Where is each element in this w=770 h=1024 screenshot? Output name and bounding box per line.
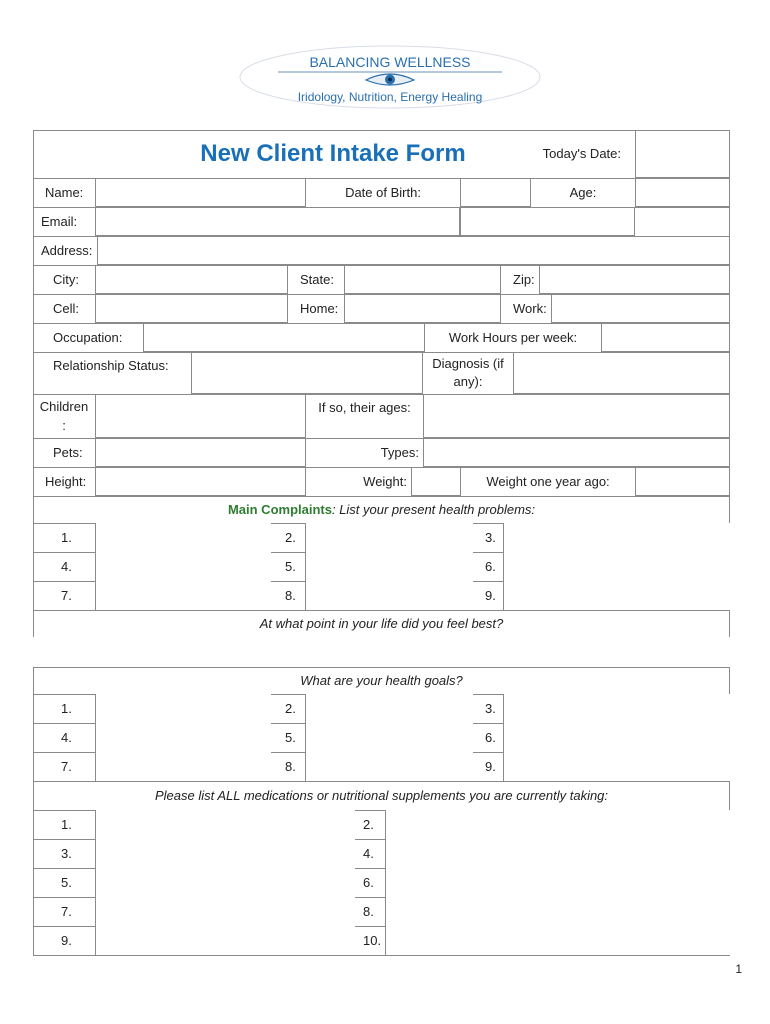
- complaint-field-2[interactable]: [305, 523, 473, 552]
- goal-field-1[interactable]: [95, 694, 271, 723]
- pet-types-field[interactable]: [423, 438, 730, 467]
- goal-number-7: 7.: [61, 759, 72, 774]
- medications-heading: Please list ALL medications or nutritional supplements you are currently taking:: [154, 788, 609, 803]
- medication-field-5[interactable]: [95, 868, 355, 897]
- email-extra-field[interactable]: [460, 207, 635, 236]
- complaint-field-8[interactable]: [305, 581, 473, 610]
- children-label-line1: Children: [39, 399, 89, 414]
- medication-number-3: 3.: [61, 846, 72, 861]
- complaint-field-7[interactable]: [95, 581, 271, 610]
- medication-number-8: 8.: [363, 904, 374, 919]
- height-label: Height:: [45, 474, 87, 489]
- pet-types-label: Types:: [380, 445, 419, 460]
- complaint-field-5[interactable]: [305, 552, 473, 581]
- goal-field-5[interactable]: [305, 723, 473, 752]
- medication-number-5: 5.: [61, 875, 72, 890]
- complaint-number-5: 5.: [285, 559, 296, 574]
- dob-field[interactable]: [460, 178, 531, 207]
- complaints-heading-rest: : List your present health problems:: [331, 502, 536, 517]
- email-label: Email:: [41, 214, 78, 229]
- address-label: Address:: [41, 243, 93, 258]
- diagnosis-label-line2: any):: [453, 374, 483, 389]
- goal-number-4: 4.: [61, 730, 72, 745]
- medication-number-4: 4.: [363, 846, 374, 861]
- medication-number-10: 10.: [363, 933, 382, 948]
- todays-date-field[interactable]: [635, 130, 730, 178]
- weight-field[interactable]: [411, 467, 461, 496]
- complaint-field-9[interactable]: [503, 581, 730, 610]
- diagnosis-label: [423, 352, 513, 394]
- logo-brand: BALANCING WELLNESS: [309, 54, 471, 70]
- home-label: Home:: [300, 301, 339, 316]
- eye-icon: [366, 74, 414, 85]
- age-label: Age:: [569, 185, 597, 200]
- occupation-field[interactable]: [143, 323, 425, 352]
- goal-number-6: 6.: [485, 730, 496, 745]
- medication-field-2[interactable]: [385, 810, 730, 839]
- goal-field-6[interactable]: [503, 723, 730, 752]
- age-field[interactable]: [635, 178, 730, 207]
- complaint-number-9: 9.: [485, 588, 496, 603]
- medication-field-10[interactable]: [385, 926, 730, 955]
- goal-number-9: 9.: [485, 759, 496, 774]
- complaint-field-4[interactable]: [95, 552, 271, 581]
- logo: [238, 44, 542, 110]
- todays-date-label: Today's Date:: [542, 145, 621, 161]
- goal-number-3: 3.: [485, 701, 496, 716]
- occupation-label: Occupation:: [53, 330, 123, 345]
- children-label-line2: :: [62, 418, 66, 433]
- complaint-number-3: 3.: [485, 530, 496, 545]
- medication-number-6: 6.: [363, 875, 374, 890]
- medication-field-7[interactable]: [95, 897, 355, 926]
- zip-label: Zip:: [513, 272, 535, 287]
- relationship-field[interactable]: [191, 352, 423, 394]
- pets-label: Pets:: [53, 445, 83, 460]
- goal-field-4[interactable]: [95, 723, 271, 752]
- children-field[interactable]: [95, 394, 306, 438]
- goal-number-8: 8.: [285, 759, 296, 774]
- zip-field[interactable]: [539, 265, 730, 294]
- complaint-field-1[interactable]: [95, 523, 271, 552]
- goal-field-7[interactable]: [95, 752, 271, 781]
- goal-number-5: 5.: [285, 730, 296, 745]
- medication-number-7: 7.: [61, 904, 72, 919]
- cell-field[interactable]: [95, 294, 288, 323]
- page-number: 1: [735, 962, 742, 976]
- medication-field-1[interactable]: [95, 810, 355, 839]
- medication-field-9[interactable]: [95, 926, 355, 955]
- complaints-heading-bold: Main Complaints: [227, 502, 332, 517]
- home-field[interactable]: [344, 294, 501, 323]
- dob-label: Date of Birth:: [345, 185, 421, 200]
- complaint-number-8: 8.: [285, 588, 296, 603]
- goal-field-8[interactable]: [305, 752, 473, 781]
- state-label: State:: [300, 272, 334, 287]
- state-field[interactable]: [344, 265, 501, 294]
- height-field[interactable]: [95, 467, 306, 496]
- complaint-number-2: 2.: [285, 530, 296, 545]
- intake-form: [33, 130, 730, 956]
- medication-number-2: 2.: [363, 817, 374, 832]
- work-label: Work:: [513, 301, 547, 316]
- address-field[interactable]: [97, 236, 730, 265]
- relationship-label: Relationship Status:: [53, 358, 169, 373]
- diagnosis-label-line1: Diagnosis (if: [432, 356, 504, 371]
- goal-number-2: 2.: [285, 701, 296, 716]
- cell-label: Cell:: [53, 301, 80, 316]
- medication-field-4[interactable]: [385, 839, 730, 868]
- children-ages-field[interactable]: [423, 394, 730, 438]
- complaint-number-1: 1.: [61, 530, 72, 545]
- children-label: [33, 394, 95, 438]
- weight-year-field[interactable]: [635, 467, 730, 496]
- medication-number-1: 1.: [61, 817, 72, 832]
- work-hours-field[interactable]: [601, 323, 730, 352]
- page-title: New Client Intake Form: [200, 140, 466, 167]
- complaint-field-6[interactable]: [503, 552, 730, 581]
- complaint-number-4: 4.: [61, 559, 72, 574]
- diagnosis-field[interactable]: [513, 352, 730, 394]
- email-field[interactable]: [95, 207, 460, 236]
- weight-label: Weight:: [363, 474, 407, 489]
- logo-tagline: Iridology, Nutrition, Energy Healing: [297, 90, 483, 104]
- pets-field[interactable]: [95, 438, 306, 467]
- goal-field-9[interactable]: [503, 752, 730, 781]
- goal-field-2[interactable]: [305, 694, 473, 723]
- city-field[interactable]: [95, 265, 288, 294]
- medication-number-9: 9.: [61, 933, 72, 948]
- best-answer-field[interactable]: [33, 637, 730, 667]
- complaint-number-7: 7.: [61, 588, 72, 603]
- work-hours-label: Work Hours per week:: [448, 330, 578, 345]
- goals-heading: What are your health goals?: [300, 673, 463, 688]
- goal-field-3[interactable]: [503, 694, 730, 723]
- medication-field-3[interactable]: [95, 839, 355, 868]
- complaint-field-3[interactable]: [503, 523, 730, 552]
- best-question: At what point in your life did you feel best?: [259, 616, 504, 631]
- complaint-number-6: 6.: [485, 559, 496, 574]
- children-ages-label: If so, their ages:: [318, 400, 411, 415]
- name-label: Name:: [45, 185, 84, 200]
- city-label: City:: [53, 272, 79, 287]
- medication-field-8[interactable]: [385, 897, 730, 926]
- name-field[interactable]: [95, 178, 306, 207]
- medication-field-6[interactable]: [385, 868, 730, 897]
- work-field[interactable]: [551, 294, 730, 323]
- goal-number-1: 1.: [61, 701, 72, 716]
- complaints-heading: [33, 496, 730, 523]
- weight-year-label: Weight one year ago:: [486, 474, 610, 489]
